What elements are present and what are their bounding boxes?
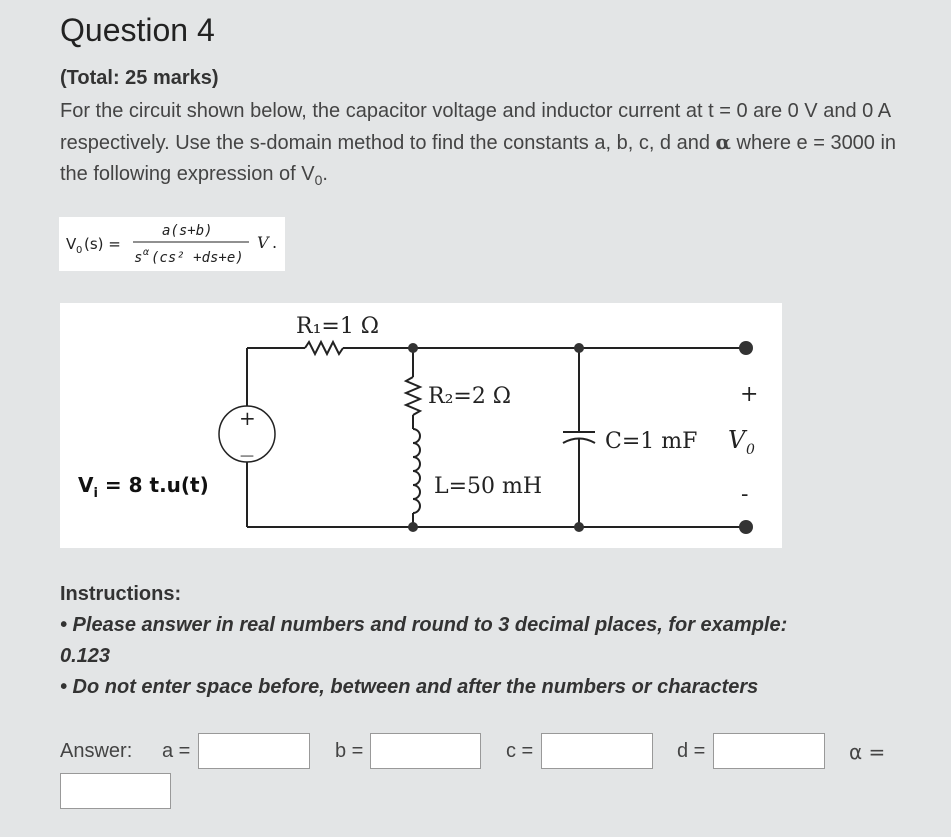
answer-d-input[interactable]	[713, 733, 825, 769]
vi-prefix: V	[78, 473, 94, 497]
answer-alpha-label: α =	[849, 740, 886, 764]
r2-resistor	[406, 377, 420, 415]
instructions-title: Instructions:	[60, 583, 182, 605]
answer-a-label: a =	[162, 740, 191, 762]
vo-subscript: 0	[314, 172, 323, 188]
node-bottom-cap	[574, 522, 584, 532]
question-text	[60, 96, 910, 196]
r2-label: R₂=2 Ω	[428, 384, 512, 409]
terminal-top	[739, 341, 753, 355]
formula-lhs: V	[66, 235, 77, 253]
answer-label: Answer:	[60, 740, 133, 762]
question-title: Question 4	[60, 12, 215, 48]
formula-denominator-exp: α	[143, 247, 150, 258]
answer-b-input[interactable]	[370, 733, 481, 769]
formula-dot: .	[272, 233, 278, 252]
inductor-coil	[413, 429, 420, 513]
total-marks: (Total: 25 marks)	[60, 67, 219, 89]
source-minus: —	[240, 448, 254, 464]
vo-label: V	[728, 426, 746, 454]
answer-row	[60, 733, 940, 773]
alpha-symbol: α	[715, 130, 731, 154]
question-text-end: .	[322, 163, 328, 185]
formula-image	[59, 217, 285, 271]
instruction-line-3: • Do not enter space before, between and after the numbers or characters	[60, 676, 759, 698]
answer-b-label: b =	[335, 740, 364, 762]
answer-c-label: c =	[506, 740, 534, 762]
question-text-part1: For the circuit shown below, the capacitor voltage and inductor current at t = 0 are 0 V and 0 A respectively. Use the s-domain method to find the constants a, b, c, d and	[60, 100, 890, 154]
formula-denominator-rest: (cs² +ds+e)	[151, 250, 244, 266]
inductor-label: L=50 mH	[434, 474, 543, 499]
answer-d-label: d =	[677, 740, 706, 762]
vo-minus: -	[741, 482, 749, 507]
circuit-diagram	[60, 303, 782, 548]
answer-a-input[interactable]	[198, 733, 310, 769]
instruction-line-1: • Please answer in real numbers and round to 3 decimal places, for example:	[60, 614, 788, 636]
formula-unit: V	[257, 233, 269, 252]
source-plus: +	[239, 406, 256, 430]
circuit-svg	[60, 303, 782, 548]
vo-label-sub: 0	[746, 442, 755, 458]
instruction-line-2: 0.123	[60, 645, 111, 667]
formula-denominator-s: s	[134, 250, 143, 266]
vi-label	[78, 473, 209, 501]
r1-label: R₁=1 Ω	[296, 314, 380, 339]
formula-numerator: a(s+b)	[162, 223, 213, 239]
node-top-cap	[574, 343, 584, 353]
terminal-bottom	[739, 520, 753, 534]
question-text-part2: where e = 3000 in the following expression of V	[60, 132, 897, 185]
capacitor-label: C=1 mF	[605, 429, 698, 454]
node-bottom-l	[408, 522, 418, 532]
formula-lhs-arg: (s) =	[84, 235, 121, 253]
formula-svg	[59, 217, 285, 271]
vo-plus: +	[740, 382, 759, 407]
answer-alpha-input[interactable]	[60, 773, 171, 809]
formula-lhs-sub: 0	[76, 245, 83, 256]
node-top-r2	[408, 343, 418, 353]
answer-c-input[interactable]	[541, 733, 653, 769]
vi-rest: = 8 t.u(t)	[97, 473, 209, 497]
r1-resistor	[305, 342, 343, 354]
vi-sub: i	[93, 486, 98, 501]
